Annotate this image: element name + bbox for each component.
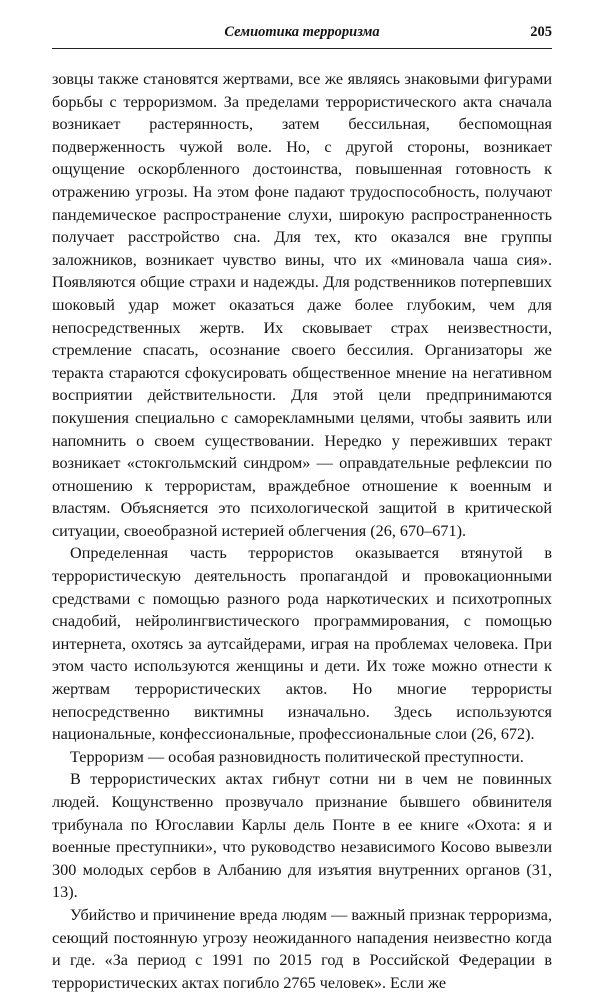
running-header — [52, 22, 552, 49]
paragraph: Терроризм — особая разновидность политической преступности. — [70, 747, 524, 766]
paragraph: Убийство и причинение вреда людям — важный признак терроризма, сеющий постоянную угрозу неожиданного нападения неизвестно когда и где. «За период с 1991 по 2015 год в Российской Федерации в террористических актах погибло 2765 человек». Если же — [52, 905, 552, 992]
running-title: Семиотика терроризма — [224, 24, 380, 40]
body-text — [52, 68, 552, 994]
page-number: 205 — [530, 24, 552, 40]
paragraph: В террористических актах гибнут сотни ни в чем не повинных людей. Кощунственно прозвучало признание бывшего обвинителя трибунала по Югославии Карлы дель Понте в ее книге «Охота: я и военные преступники», что руководство независимого Косово вывезли 300 молодых сербов в Албанию для изъятия внутренних органов (31, 13). — [52, 770, 552, 902]
paragraph: зовцы также становятся жертвами, все же являясь знаковыми фигурами борьбы с терроризмом. За пределами террористического акта сначала возникает растерянность, затем бессильная, беспомощная подверженность чужой воле. Но, с другой стороны, возникает ощущение оскорбленного достоинства, повышенная готовность к отражению угрозы. На этом фоне падают трудоспособность, получают пандемическое распространение слухи, широкую распространенность получает расстройство сна. Для тех, кто оказался вне группы заложников, возникает чувство вины, что их «миновала чаша сия». Появляются общие страхи и надежды. Для родственников потерпевших шоковый удар может оказаться даже более глубоким, чем для непосредственных жертв. Их сковывает страх неизвестности, стремление спасать, осознание своего бессилия. Организаторы же теракта стараются сфокусировать общественное мнение на негативном восприятии действительности. Для этой цели предпринимаются покушения специально с саморекламными целями, чтобы заявить или напомнить о своем существовании. Нередко у переживших теракт возникает «стокгольмский синдром» — оправдательные рефлексии по отношению к террористам, враждебное отношение к военным и властям. Объясняется это психологической защитой в критической ситуации, своеобразной истерией облегчения (26, 670–671). — [52, 70, 552, 540]
paragraph: Определенная часть террористов оказывается втянутой в террористическую деятельность пропагандой и провокационными средствами с помощью разного рода наркотических и психотропных снадобий, нейролингвистического программирования, с помощью интернета, охотясь за аутсайдерами, играя на проблемах человека. При этом часто используются женщины и дети. Их тоже можно отнести к жертвам террористических актов. Но многие террористы непосредственно виктимны изначально. Здесь используются национальные, конфессиональные, профессиональные слои (26, 672). — [52, 544, 552, 744]
